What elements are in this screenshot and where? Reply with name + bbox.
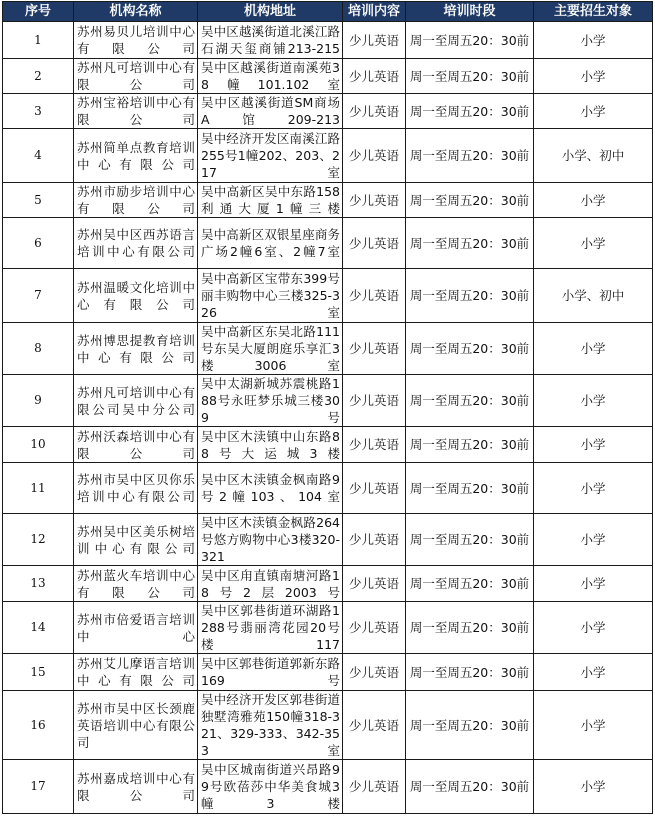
institution-name: 苏州凡可培训中心有限公司 [74, 59, 198, 94]
institution-name: 苏州蓝火车培训中心有限公司 [74, 566, 198, 602]
table-row [3, 129, 653, 183]
enrollment-target: 小学 [534, 654, 653, 691]
table-row [3, 566, 653, 602]
enrollment-target: 小学 [534, 94, 653, 129]
enrollment-target: 小学 [534, 323, 653, 375]
training-content: 少儿英语 [343, 22, 406, 59]
institution-address: 吴中区城南街道兴昂路99号欧蓓莎中华美食城3幢3楼 [198, 760, 343, 814]
training-time: 周一至周五20：30前 [406, 22, 534, 59]
training-content: 少儿英语 [343, 218, 406, 269]
header-no: 序号 [3, 2, 74, 22]
institution-name: 苏州市倍爱语言培训中心 [74, 602, 198, 654]
enrollment-target: 小学 [534, 427, 653, 463]
institution-name: 苏州简单点教育培训中心有限公司 [74, 129, 198, 183]
row-number: 16 [3, 691, 74, 760]
training-content: 少儿英语 [343, 463, 406, 514]
training-content: 少儿英语 [343, 323, 406, 375]
row-number: 2 [3, 59, 74, 94]
table-row [3, 427, 653, 463]
training-time: 周一至周五20：30前 [406, 183, 534, 218]
institution-name: 苏州沃森培训中心有限公司 [74, 427, 198, 463]
enrollment-target: 小学 [534, 760, 653, 814]
training-time: 周一至周五20：30前 [406, 566, 534, 602]
enrollment-target: 小学 [534, 59, 653, 94]
training-time: 周一至周五20：30前 [406, 269, 534, 323]
enrollment-target: 小学、初中 [534, 269, 653, 323]
training-content: 少儿英语 [343, 375, 406, 427]
institution-name: 苏州嘉成培训中心有限公司 [74, 760, 198, 814]
institution-name: 苏州市吴中区长颈鹿英语培训中心有限公司 [74, 691, 198, 760]
enrollment-target: 小学 [534, 22, 653, 59]
institution-name: 苏州吴中区美乐树培训中心有限公司 [74, 514, 198, 566]
training-time: 周一至周五20：30前 [406, 218, 534, 269]
training-time: 周一至周五20：30前 [406, 602, 534, 654]
institution-address: 吴中区木渎镇金枫路264号悠方购物中心3楼320-321 [198, 514, 343, 566]
table-row [3, 218, 653, 269]
table-row [3, 760, 653, 814]
header-target: 主要招生对象 [534, 2, 653, 22]
row-number: 6 [3, 218, 74, 269]
training-time: 周一至周五20：30前 [406, 427, 534, 463]
enrollment-target: 小学 [534, 218, 653, 269]
institution-address: 吴中区木渎镇金枫南路9号2幢103、104室 [198, 463, 343, 514]
enrollment-target: 小学 [534, 514, 653, 566]
institution-name: 苏州博思提教育培训中心有限公司 [74, 323, 198, 375]
row-number: 17 [3, 760, 74, 814]
institution-address: 吴中高新区东吴北路111号东吴大厦朗庭乐享汇3楼3006室 [198, 323, 343, 375]
institution-name: 苏州易贝儿培训中心有限公司 [74, 22, 198, 59]
institution-address: 吴中经济开发区郭巷街道独墅湾雅苑150幢318-321、329-333、342-353室 [198, 691, 343, 760]
table-row [3, 375, 653, 427]
row-number: 3 [3, 94, 74, 129]
table-row [3, 94, 653, 129]
table-row [3, 514, 653, 566]
table-row [3, 463, 653, 514]
training-content: 少儿英语 [343, 514, 406, 566]
institution-address: 吴中高新区吴中东路158利通大厦1幢三楼 [198, 183, 343, 218]
table-row [3, 323, 653, 375]
table-container [2, 1, 652, 814]
training-content: 少儿英语 [343, 566, 406, 602]
institution-address: 吴中高新区双银星座商务广场2幢6室、2幢7室 [198, 218, 343, 269]
table-body [3, 22, 653, 814]
training-time: 周一至周五20：30前 [406, 760, 534, 814]
header-row [3, 2, 653, 22]
training-time: 周一至周五20：30前 [406, 129, 534, 183]
institution-name: 苏州凡可培训中心有限公司吴中分公司 [74, 375, 198, 427]
header-address: 机构地址 [198, 2, 343, 22]
training-time: 周一至周五20：30前 [406, 94, 534, 129]
row-number: 13 [3, 566, 74, 602]
institution-name: 苏州宝裕培训中心有限公司 [74, 94, 198, 129]
header-name: 机构名称 [74, 2, 198, 22]
institution-address: 吴中区郭巷街道郭新东路169号 [198, 654, 343, 691]
institution-address: 吴中经济开发区南溪江路255号1幢202、203、217室 [198, 129, 343, 183]
row-number: 8 [3, 323, 74, 375]
row-number: 10 [3, 427, 74, 463]
table-row [3, 654, 653, 691]
training-content: 少儿英语 [343, 183, 406, 218]
enrollment-target: 小学 [534, 691, 653, 760]
table-row [3, 22, 653, 59]
institution-address: 吴中区越溪街道SM商场A馆209-213 [198, 94, 343, 129]
header-content: 培训内容 [343, 2, 406, 22]
row-number: 4 [3, 129, 74, 183]
training-content: 少儿英语 [343, 602, 406, 654]
institution-name: 苏州吴中区西苏语言培训中心有限公司 [74, 218, 198, 269]
table-row [3, 59, 653, 94]
institution-address: 吴中高新区宝带东399号丽丰购物中心三楼325-326室 [198, 269, 343, 323]
institution-name: 苏州温暖文化培训中心有限公司 [74, 269, 198, 323]
training-time: 周一至周五20：30前 [406, 654, 534, 691]
enrollment-target: 小学 [534, 375, 653, 427]
row-number: 11 [3, 463, 74, 514]
institution-name: 苏州艾儿摩语言培训中心有限公司 [74, 654, 198, 691]
institution-address: 吴中区越溪街道南溪苑38幢101.102室 [198, 59, 343, 94]
training-content: 少儿英语 [343, 269, 406, 323]
table-row [3, 602, 653, 654]
row-number: 12 [3, 514, 74, 566]
training-content: 少儿英语 [343, 691, 406, 760]
table-row [3, 269, 653, 323]
training-content: 少儿英语 [343, 427, 406, 463]
institution-address: 吴中太湖新城苏震桃路188号永旺梦乐城三楼309号 [198, 375, 343, 427]
enrollment-target: 小学 [534, 566, 653, 602]
training-content: 少儿英语 [343, 129, 406, 183]
training-content: 少儿英语 [343, 760, 406, 814]
enrollment-target: 小学 [534, 183, 653, 218]
training-content: 少儿英语 [343, 59, 406, 94]
training-content: 少儿英语 [343, 654, 406, 691]
institution-name: 苏州市励步培训中心有限公司 [74, 183, 198, 218]
institution-table [2, 1, 653, 814]
row-number: 5 [3, 183, 74, 218]
institution-address: 吴中区甪直镇南塘河路18号2层2003号 [198, 566, 343, 602]
enrollment-target: 小学 [534, 602, 653, 654]
training-time: 周一至周五20：30前 [406, 463, 534, 514]
row-number: 1 [3, 22, 74, 59]
institution-address: 吴中区郭巷街道环湖路1288号翡丽湾花园20号楼117 [198, 602, 343, 654]
institution-address: 吴中区越溪街道北溪江路石湖天玺商铺213-215 [198, 22, 343, 59]
enrollment-target: 小学、初中 [534, 129, 653, 183]
training-time: 周一至周五20：30前 [406, 691, 534, 760]
header-time: 培训时段 [406, 2, 534, 22]
enrollment-target: 小学 [534, 463, 653, 514]
row-number: 14 [3, 602, 74, 654]
training-time: 周一至周五20：30前 [406, 59, 534, 94]
row-number: 15 [3, 654, 74, 691]
training-time: 周一至周五20：30前 [406, 514, 534, 566]
row-number: 9 [3, 375, 74, 427]
institution-address: 吴中区木渎镇中山东路88号大运城3楼 [198, 427, 343, 463]
institution-name: 苏州市吴中区贝你乐培训中心有限公司 [74, 463, 198, 514]
training-time: 周一至周五20：30前 [406, 375, 534, 427]
table-row [3, 691, 653, 760]
training-time: 周一至周五20：30前 [406, 323, 534, 375]
table-row [3, 183, 653, 218]
training-content: 少儿英语 [343, 94, 406, 129]
row-number: 7 [3, 269, 74, 323]
